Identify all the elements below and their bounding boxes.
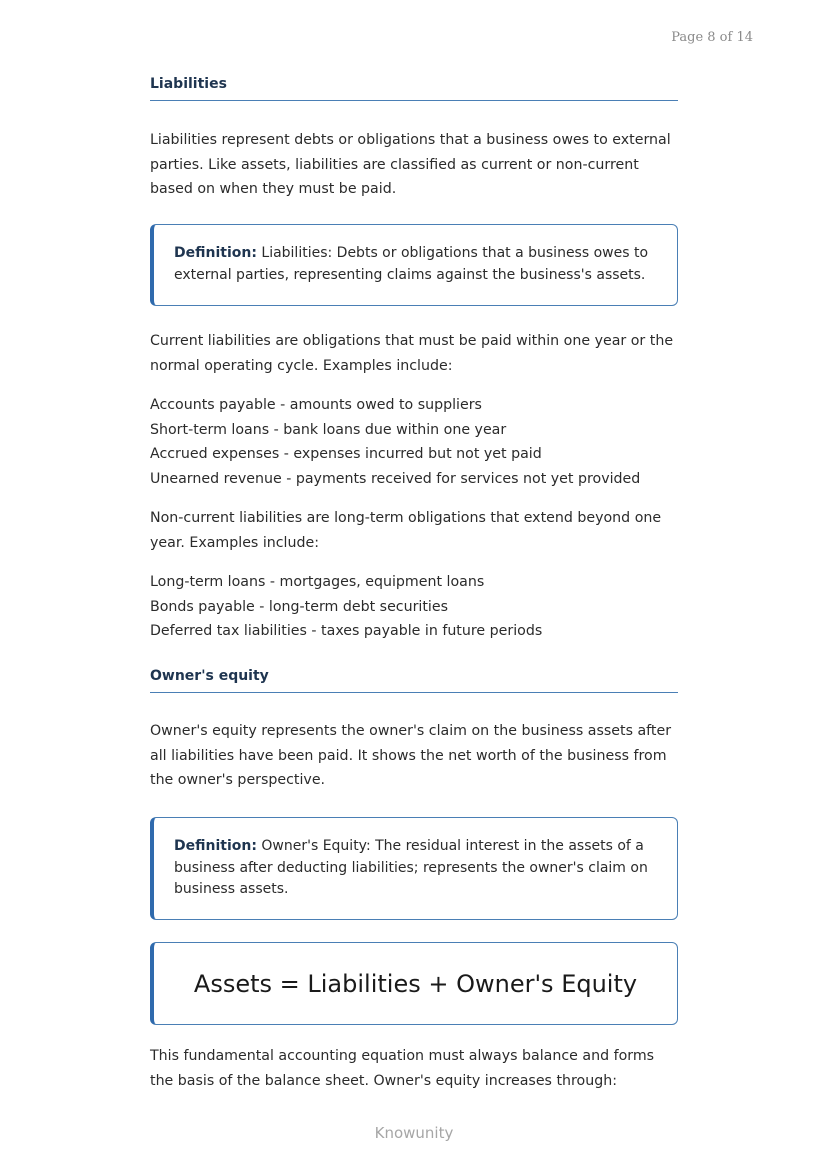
list-item: Deferred tax liabilities - taxes payable in future periods <box>150 623 543 639</box>
list-item: Bonds payable - long-term debt securities <box>150 598 448 615</box>
page-indicator: Page 8 of 14 <box>671 30 753 45</box>
definition-text: Liabilities: Debts or obligations that a business owes to external parties, representing claims against the business's assets. <box>174 245 649 283</box>
current-liabilities-list <box>150 393 678 491</box>
list-item: Unearned revenue - payments received for services not yet provided <box>150 470 641 487</box>
liabilities-definition-box <box>150 224 678 306</box>
list-item: Long-term loans - mortgages, equipment loans <box>150 574 485 590</box>
list-item: Accounts payable - amounts owed to suppliers <box>150 397 482 413</box>
definition-label: Definition: <box>174 838 257 854</box>
definition-label: Definition: <box>174 245 257 261</box>
closing-paragraph: This fundamental accounting equation must always balance and forms the basis of the balance sheet. Owner's equity increases through: <box>150 1048 655 1089</box>
noncurrent-liabilities-intro: Non-current liabilities are long-term obligations that extend beyond one year. Examples include: <box>150 510 662 551</box>
owners-equity-intro: Owner's equity represents the owner's claim on the business assets after all liabilities have been paid. It shows the net worth of the business from the owner's perspective. <box>150 723 672 788</box>
accounting-equation: Assets = Liabilities + Owner's Equity <box>193 969 638 998</box>
accounting-equation-box <box>150 942 678 1025</box>
current-liabilities-intro: Current liabilities are obligations that must be paid within one year or the normal operating cycle. Examples include: <box>150 333 674 374</box>
liabilities-heading: Liabilities <box>150 76 678 101</box>
list-item: Short-term loans - bank loans due within one year <box>150 421 507 438</box>
definition-text: Owner's Equity: The residual interest in the assets of a business after deducting liabilities; represents the owner's claim on business assets. <box>174 838 648 897</box>
owners-equity-heading: Owner's equity <box>150 668 678 693</box>
footer-brand: Knowunity <box>374 1124 454 1142</box>
noncurrent-liabilities-list <box>150 570 678 644</box>
owners-equity-definition-box <box>150 817 678 920</box>
liabilities-intro: Liabilities represent debts or obligations that a business owes to external parties. Like assets, liabilities are classified as current or non-current based on when they must be paid. <box>150 132 671 197</box>
list-item: Accrued expenses - expenses incurred but not yet paid <box>150 446 542 462</box>
